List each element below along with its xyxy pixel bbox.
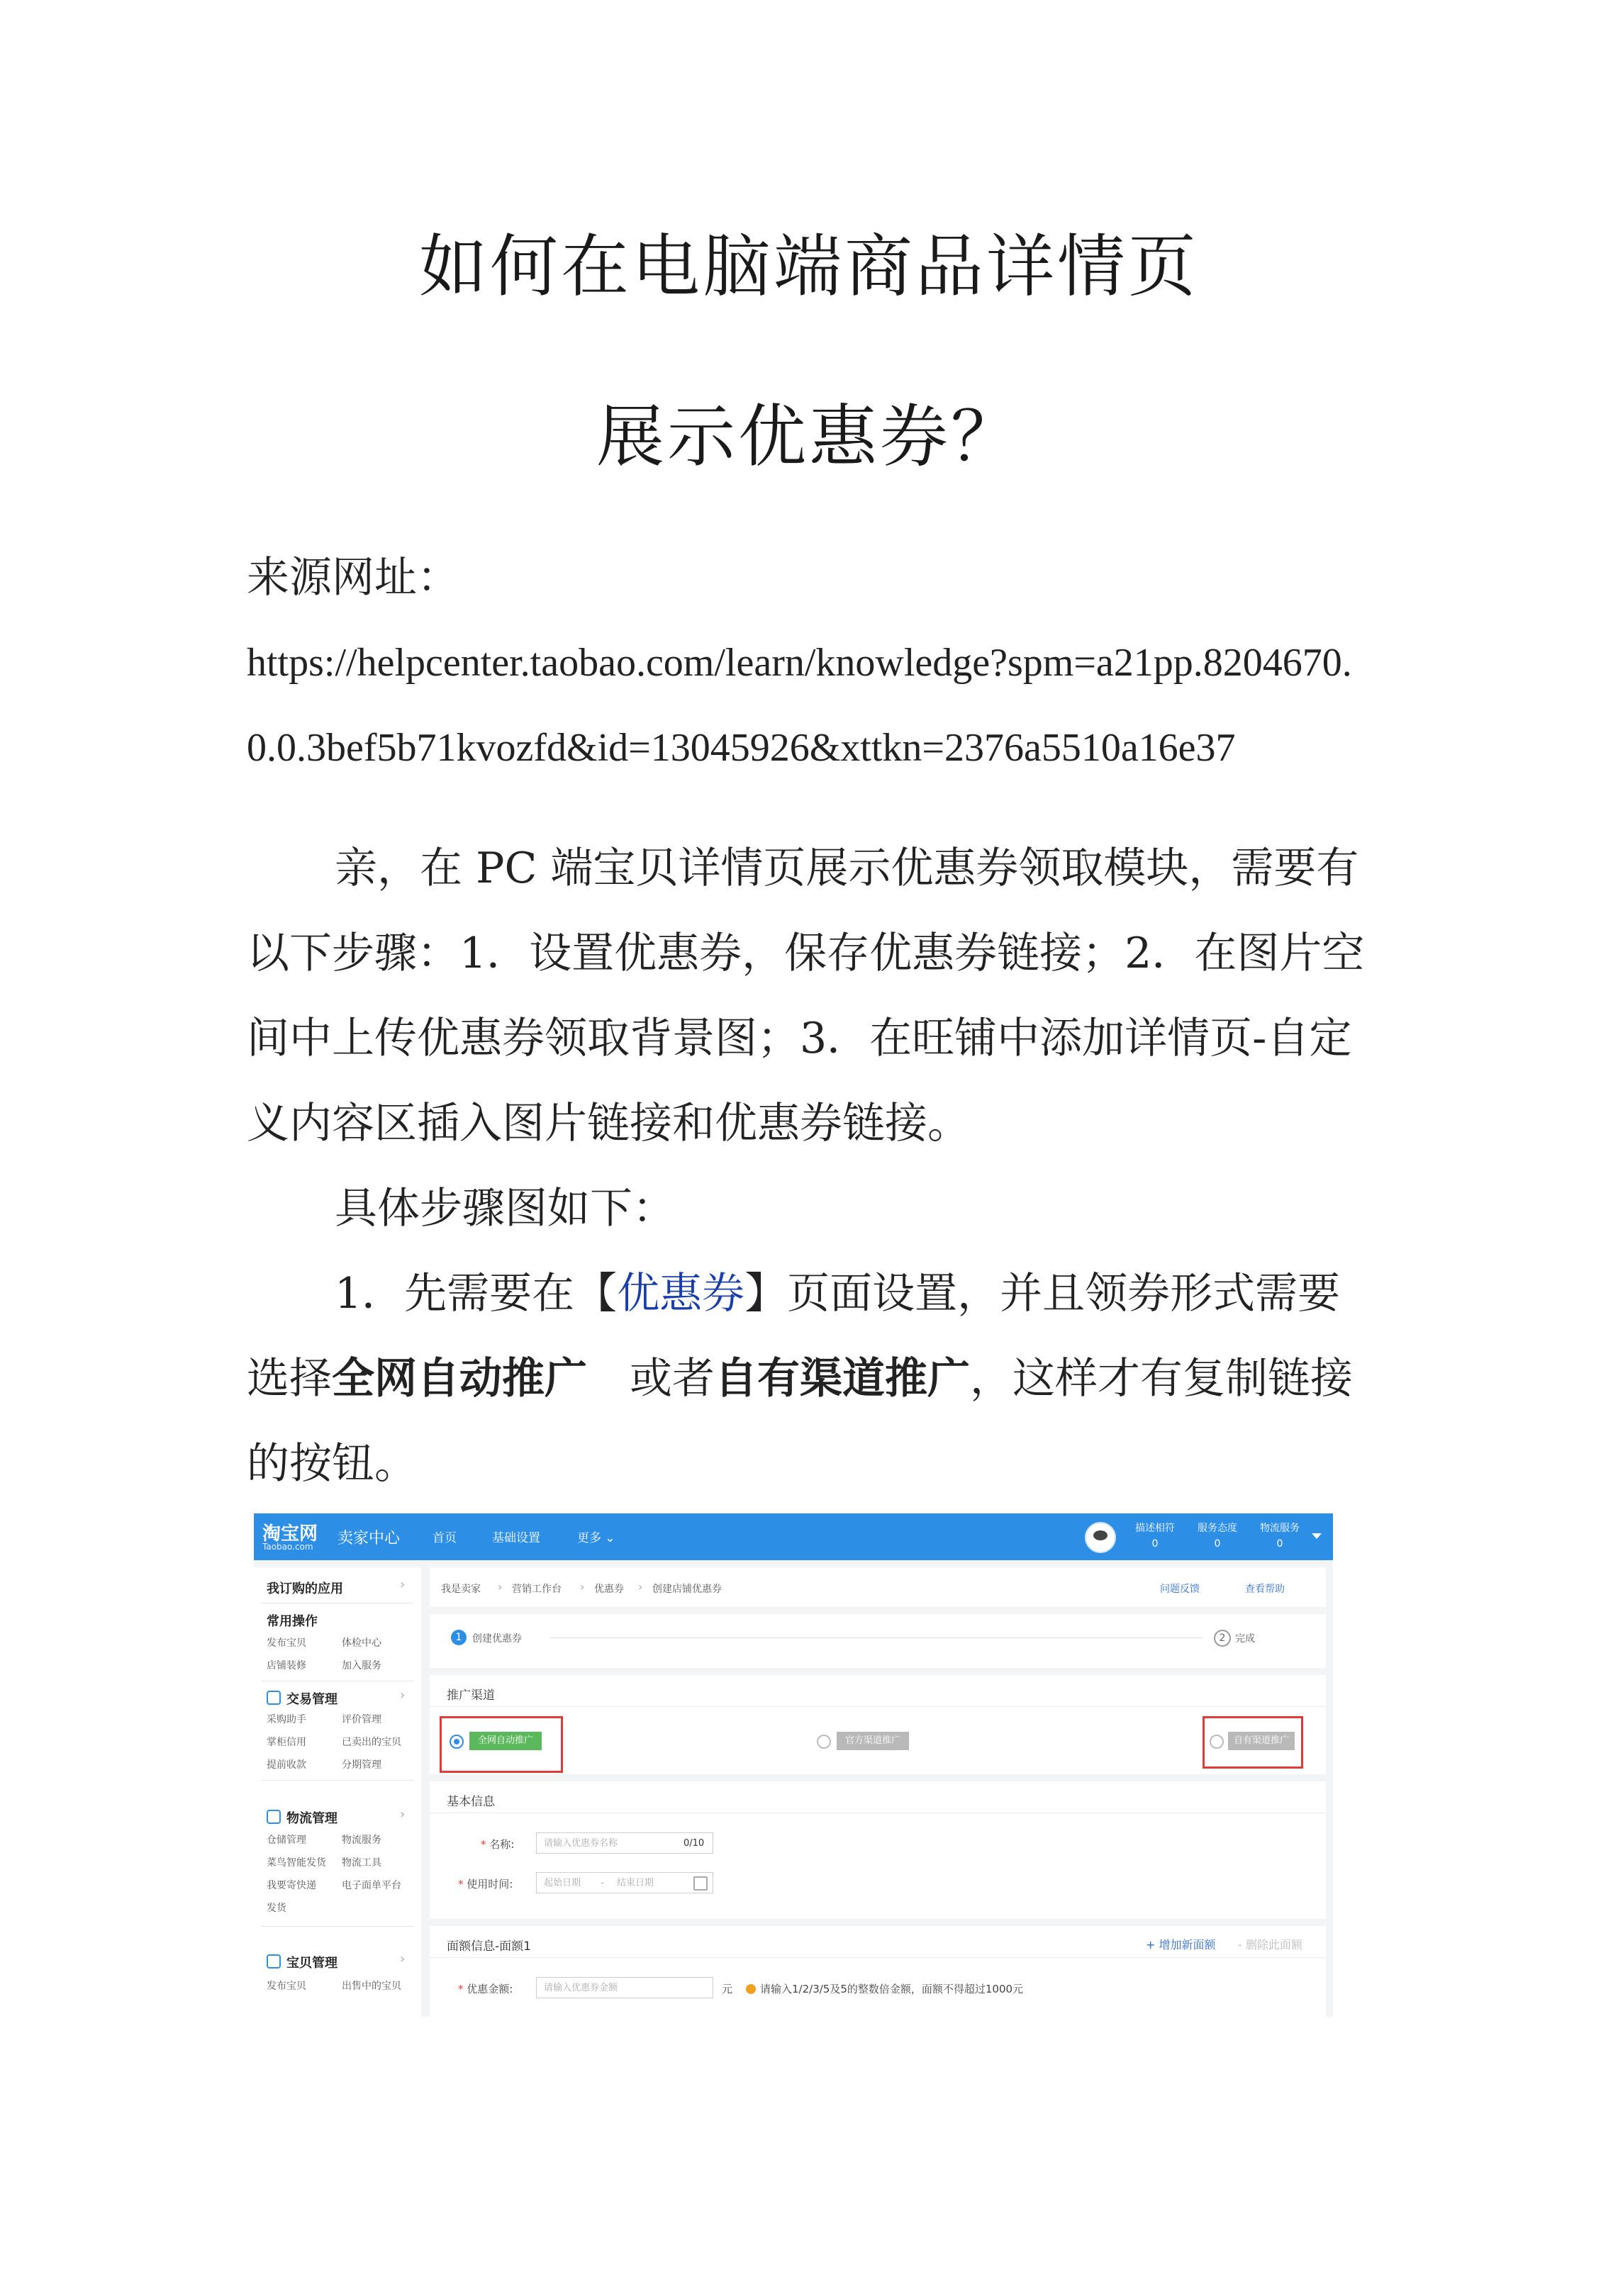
tag-whole-network[interactable]: 全网自动推广 (469, 1732, 542, 1750)
main-content (430, 1567, 1326, 2017)
seller-center-label[interactable]: 卖家中心 (337, 1530, 401, 1547)
step1-line2-suffix: ，这样才有复制链接 (970, 1354, 1353, 1404)
sidebar-item[interactable]: 物流工具 (342, 1857, 381, 1869)
metric-value: 0 (1214, 1538, 1221, 1550)
sidebar-item[interactable]: 发货 (267, 1903, 286, 1914)
step-one-label: 创建优惠券 (472, 1633, 522, 1645)
warning-icon (746, 1984, 756, 1994)
bold-whole-network: 全网自动推广 (332, 1354, 587, 1404)
doc-title-line1: 如何在电脑端商品详情页 (419, 227, 1199, 306)
sidebar-item[interactable]: 分期管理 (342, 1759, 381, 1771)
help-link[interactable]: 查看帮助 (1245, 1584, 1285, 1595)
step1-line2-prefix: 选择 (247, 1354, 332, 1404)
delete-denomination-button[interactable]: - 删除此面额 (1238, 1938, 1302, 1951)
sidebar-item[interactable]: 我要寄快递 (267, 1880, 316, 1891)
sidebar-trade[interactable]: 交易管理 (286, 1692, 337, 1707)
chevron-right-icon: › (580, 1580, 585, 1594)
sidebar-item[interactable]: 发布宝贝 (267, 1981, 306, 1992)
sidebar-item[interactable]: 掌柜信用 (267, 1737, 306, 1748)
bold-own-channel: 自有渠道推广 (715, 1354, 970, 1404)
time-label (458, 1876, 513, 1891)
amount-label-text: 优惠金额: (467, 1983, 513, 1995)
nav-more[interactable]: 更多 ⌄ (577, 1531, 615, 1545)
chevron-right-icon[interactable]: › (400, 1688, 406, 1703)
step1-line1 (247, 1251, 1381, 1336)
steps-intro: 具体步骤图如下： (335, 1184, 675, 1233)
coupon-name-input[interactable]: 请输入优惠券名称 (536, 1832, 713, 1854)
source-url-line1[interactable]: https://helpcenter.taobao.com/learn/knowledge?spm=a21pp.8204670. (247, 641, 1352, 685)
breadcrumb-item[interactable]: 营销工作台 (512, 1584, 562, 1595)
step-two-circle: 2 (1214, 1630, 1231, 1647)
tag-official-channel[interactable]: 官方渠道推广 (837, 1732, 909, 1750)
chevron-down-icon[interactable] (1312, 1533, 1322, 1539)
step-progress (430, 1614, 1326, 1668)
breadcrumb-bar (430, 1567, 1326, 1607)
metric-description (1123, 1521, 1187, 1552)
nav-basic-settings[interactable]: 基础设置 (492, 1531, 540, 1545)
amount-unit: 元 (722, 1983, 733, 1995)
seller-center-screenshot (254, 1513, 1333, 2017)
date-range-input[interactable] (536, 1872, 713, 1893)
sidebar-common-ops: 常用操作 (267, 1614, 318, 1629)
avatar[interactable] (1085, 1522, 1116, 1553)
step1-line2-mid: 或者 (587, 1354, 715, 1404)
divider (430, 1957, 1326, 1958)
metric-service (1185, 1521, 1249, 1552)
name-label (481, 1837, 514, 1852)
date-separator: - (601, 1878, 604, 1888)
tag-own-channel[interactable]: 自有渠道推广 (1228, 1732, 1295, 1750)
name-label-text: 名称: (489, 1838, 515, 1851)
sidebar-item[interactable]: 提前收款 (267, 1759, 306, 1771)
step1-line2 (247, 1336, 1381, 1421)
sidebar-logistics[interactable]: 物流管理 (286, 1811, 337, 1826)
chevron-right-icon[interactable]: › (400, 1807, 406, 1822)
required-mark: * (481, 1838, 490, 1851)
avatar-face-icon (1093, 1530, 1108, 1540)
step1-mid: 】页面设置，并且领券形式需要 (744, 1269, 1341, 1318)
intro-line: 亲，在 PC 端宝贝详情页展示优惠券领取模块，需要有 (335, 844, 1359, 893)
trade-icon (267, 1691, 281, 1705)
goods-icon (267, 1954, 281, 1969)
radio-own-channel[interactable] (1210, 1735, 1224, 1749)
metric-logistics (1248, 1521, 1312, 1552)
sidebar (254, 1567, 421, 2017)
breadcrumb-item[interactable]: 优惠券 (594, 1584, 624, 1595)
add-denomination-button[interactable]: + 增加新面额 (1146, 1938, 1216, 1951)
metric-label: 服务态度 (1198, 1523, 1237, 1534)
step-one-circle: 1 (451, 1630, 467, 1645)
logistics-icon (267, 1810, 281, 1824)
metric-value: 0 (1276, 1538, 1283, 1550)
step-two-label: 完成 (1235, 1633, 1255, 1645)
sidebar-item[interactable]: 加入服务 (342, 1660, 381, 1671)
metric-value: 0 (1151, 1538, 1159, 1550)
radio-official-channel[interactable] (817, 1735, 831, 1749)
step-line (550, 1637, 1203, 1638)
chevron-right-icon[interactable]: › (400, 1577, 406, 1592)
sidebar-item[interactable]: 体检中心 (342, 1637, 381, 1649)
breadcrumb-item: 创建店铺优惠券 (652, 1584, 722, 1595)
amount-label (458, 1981, 513, 1996)
channel-title: 推广渠道 (447, 1689, 495, 1703)
required-mark: * (458, 1878, 467, 1891)
source-label: 来源网址： (247, 553, 459, 603)
sidebar-item[interactable]: 物流服务 (342, 1835, 381, 1846)
amount-input[interactable]: 请输入优惠券金额 (536, 1977, 713, 1998)
end-date-placeholder: 结束日期 (617, 1878, 654, 1888)
divider (430, 1706, 1326, 1707)
amount-hint-text: 请输入1/2/3/5及5的整数倍金额，面额不得超过1000元 (760, 1983, 1024, 1995)
denom-title: 面额信息-面额1 (447, 1939, 531, 1954)
sidebar-item[interactable]: 仓储管理 (267, 1835, 306, 1846)
required-mark: * (458, 1983, 467, 1995)
divider (261, 1926, 414, 1927)
step1-paragraph (247, 1251, 1381, 1506)
taobao-logo-sub: Taobao.com (262, 1542, 313, 1552)
metric-label: 描述相符 (1135, 1523, 1175, 1534)
sidebar-item[interactable]: 出售中的宝贝 (342, 1981, 401, 1992)
sidebar-item[interactable]: 电子面单平台 (342, 1880, 401, 1891)
metric-label: 物流服务 (1260, 1523, 1300, 1534)
name-counter: 0/10 (684, 1838, 705, 1849)
sidebar-my-apps[interactable]: 我订购的应用 (267, 1581, 343, 1596)
nav-home[interactable]: 首页 (433, 1531, 457, 1545)
chevron-right-icon: › (638, 1580, 643, 1594)
source-url-line2[interactable]: 0.0.3bef5b71kvozfd&id=13045926&xttkn=2376a5510a16e37 (247, 726, 1236, 770)
sidebar-item[interactable]: 采购助手 (267, 1714, 306, 1725)
intro-line: 以下步骤：1．设置优惠券，保存优惠券链接；2．在图片空 (247, 929, 1365, 978)
topbar (254, 1513, 1333, 1560)
chevron-right-icon[interactable]: › (400, 1951, 406, 1966)
step1-line3: 的按钮。 (247, 1439, 417, 1489)
intro-paragraph (247, 826, 1381, 1166)
denomination-section (430, 1926, 1326, 2017)
radio-whole-network[interactable] (450, 1735, 464, 1749)
sidebar-goods[interactable]: 宝贝管理 (286, 1956, 337, 1971)
taobao-logo[interactable]: 淘宝网 (262, 1523, 318, 1545)
divider (261, 1780, 414, 1781)
chevron-right-icon: › (498, 1580, 503, 1594)
feedback-link[interactable]: 问题反馈 (1160, 1584, 1200, 1595)
basic-title: 基本信息 (447, 1795, 495, 1809)
time-label-text: 使用时间: (467, 1878, 513, 1891)
sidebar-item[interactable]: 菜鸟智能发货 (267, 1857, 326, 1869)
calendar-icon[interactable] (693, 1876, 708, 1891)
basic-info-section (430, 1781, 1326, 1919)
sidebar-item[interactable]: 发布宝贝 (267, 1637, 306, 1649)
channel-section (430, 1675, 1326, 1774)
start-date-placeholder: 起始日期 (544, 1878, 581, 1888)
step1-prefix: 1．先需要在【 (335, 1269, 618, 1318)
amount-hint (746, 1981, 1023, 1996)
sidebar-item[interactable]: 评价管理 (342, 1714, 381, 1725)
breadcrumb-item[interactable]: 我是卖家 (441, 1584, 481, 1595)
sidebar-item[interactable]: 已卖出的宝贝 (342, 1737, 401, 1748)
intro-line: 间中上传优惠券领取背景图；3．在旺铺中添加详情页-自定 (247, 1014, 1352, 1063)
intro-line: 义内容区插入图片链接和优惠券链接。 (247, 1099, 970, 1148)
doc-title-line2: 展示优惠券？ (596, 397, 1022, 476)
coupon-link[interactable]: 优惠券 (617, 1269, 745, 1318)
sidebar-item[interactable]: 店铺装修 (267, 1660, 306, 1671)
